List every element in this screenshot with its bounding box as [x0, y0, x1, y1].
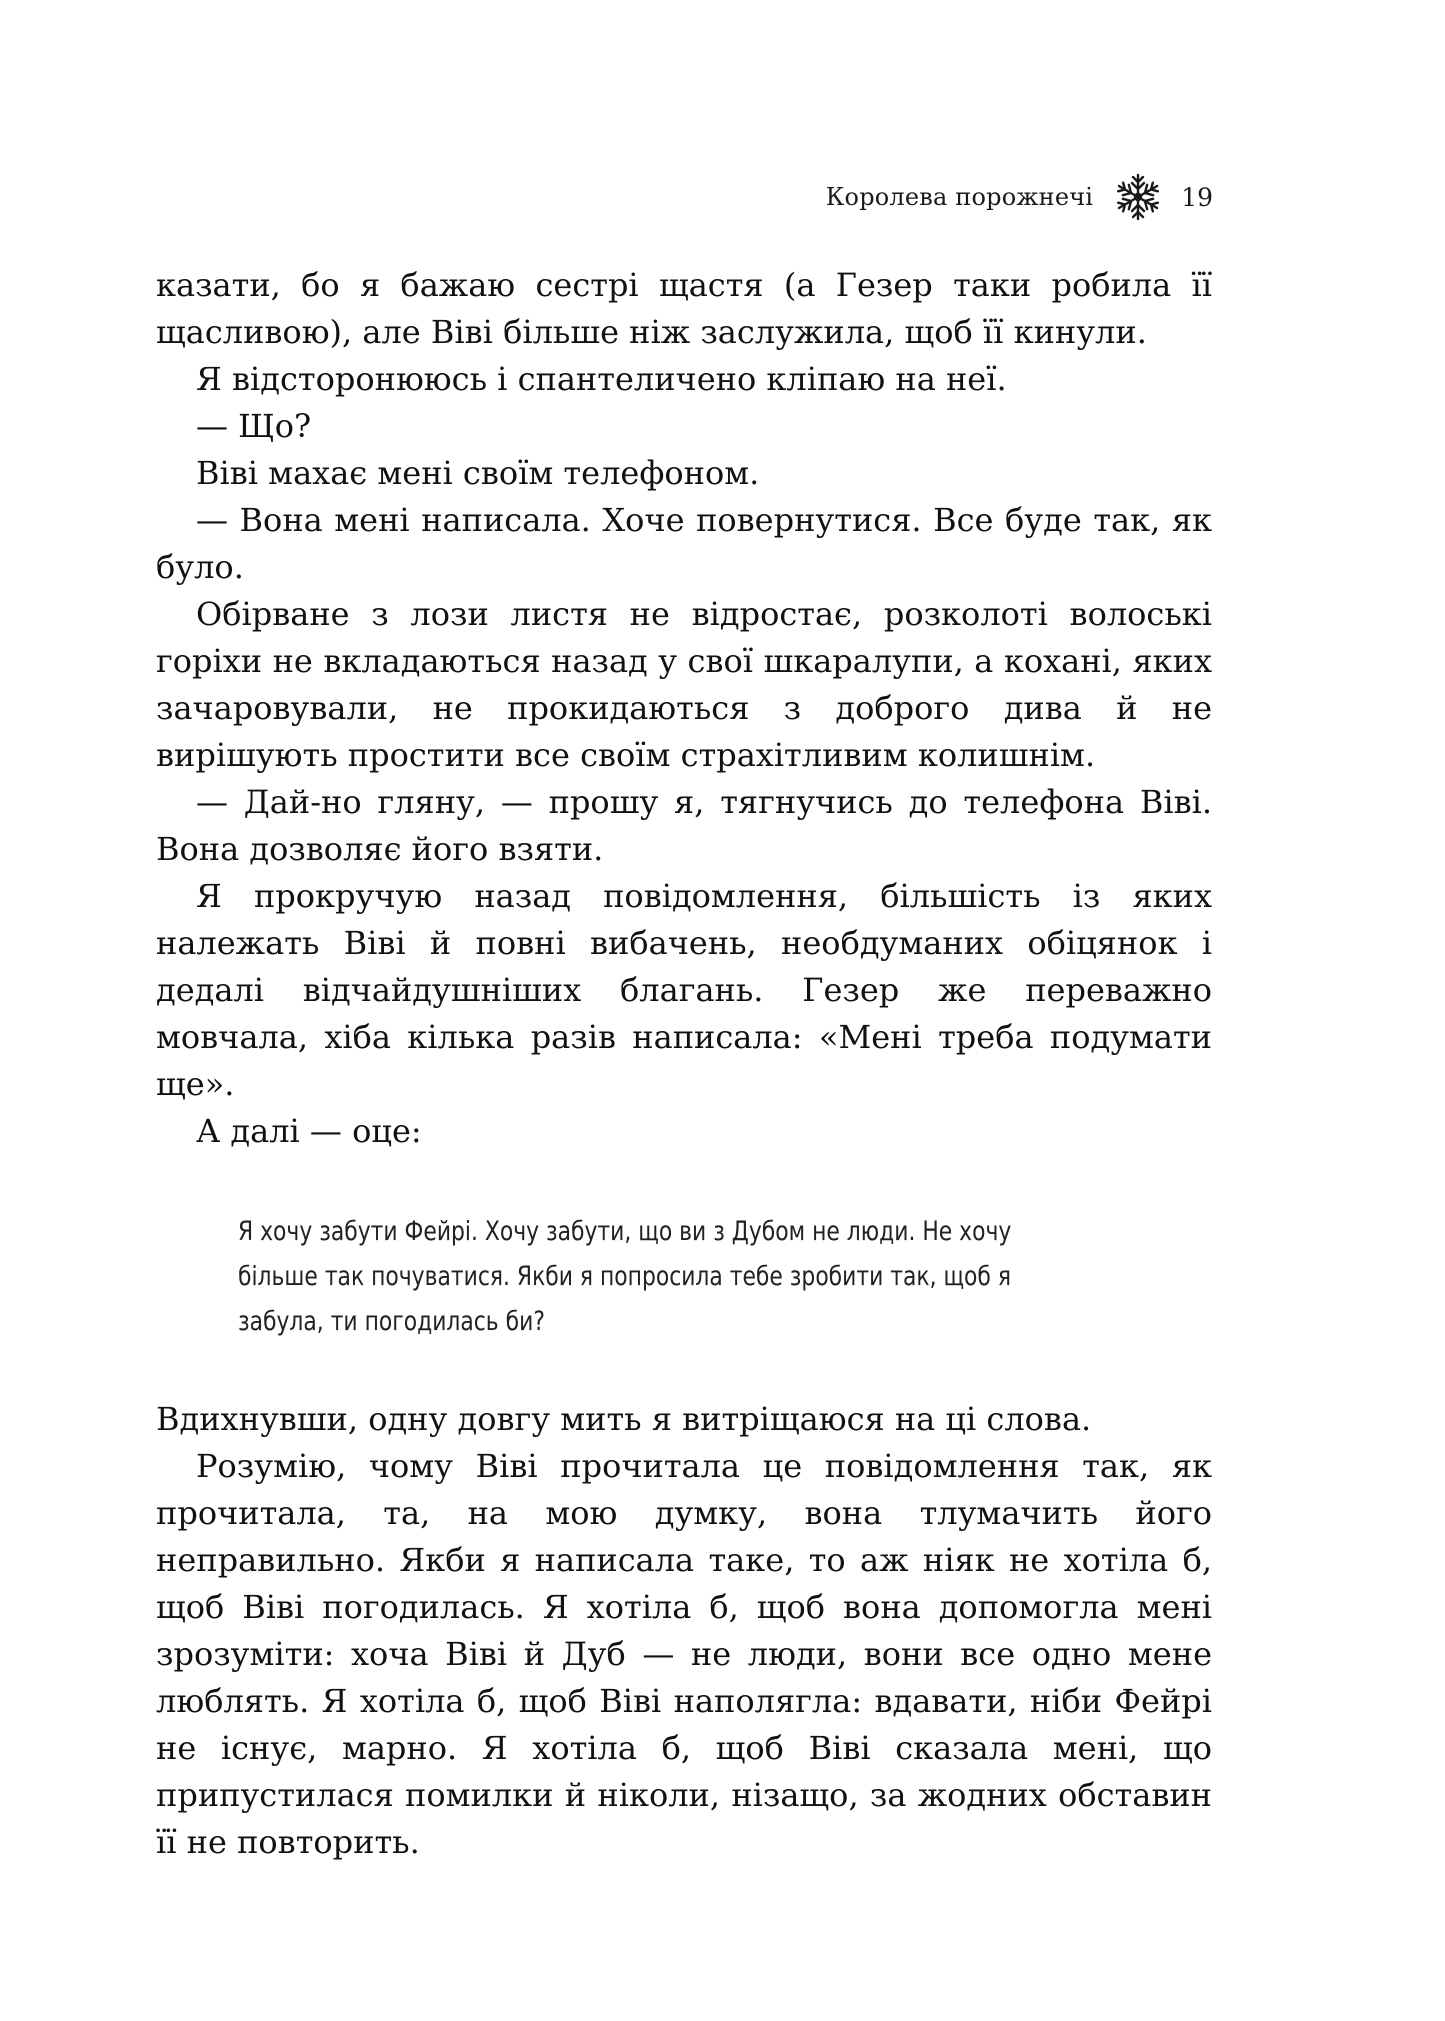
text-message-quote: Я хочу забути Фейрі. Хочу забути, що ви з Дубом не люди. Не хочу більше так почуватися. Якби я попросила тебе зробити так, щоб я забула, ти погодилась би? [238, 1216, 1012, 1337]
paragraph: казати, бо я бажаю сестрі щастя (а Гезер таки робила її щасливою), але Віві більше ніж заслужила, щоб її кинули. [156, 266, 1212, 351]
paragraph: Обірване з лози листя не відростає, розколоті волоські горіхи не вкладаються назад у свої шкаралупи, а кохані, яких зачаровували, не прокидаються з доброго дива й не вирішують простити все своїм страхітливим колишнім. [156, 595, 1212, 774]
running-head-title: Королева порожнечі [825, 183, 1094, 211]
paragraph: — Вона мені написала. Хоче повернутися. Все буде так, як було. [156, 501, 1212, 586]
paragraph: А далі — оце: [196, 1112, 422, 1150]
paragraph: — Дай-но гляну, — прошу я, тягнучись до телефона Віві. Вона дозволяє його взяти. [156, 783, 1212, 868]
paragraph: Вдихнувши, одну довгу мить я витріщаюся на ці слова. [156, 1400, 1092, 1438]
paragraph: — Що? [196, 407, 312, 445]
paragraph: Я прокручую назад повідомлення, більшість із яких належать Віві й повні вибачень, необдуманих обіцянок і дедалі відчайдушніших благань. Гезер же переважно мовчала, хіба кілька разів написала: «Мені треба подумати ще». [156, 877, 1212, 1103]
paragraph: Розумію, чому Віві прочитала це повідомлення так, як прочитала, та, на мою думку, вона тлумачить його неправильно. Якби я написала таке, то аж ніяк не хотіла б, щоб Віві погодилась. Я хотіла б, щоб вона допомогла мені зрозуміти: хоча Віві й Дуб — не люди, вони все одно мене люблять. Я хотіла б, щоб Віві наполягла: вдавати, ніби Фейрі не існує, марно. Я хотіла б, щоб Віві сказала мені, що припустилася помилки й ніколи, нізащо, за жодних обставин її не повторить. [156, 1447, 1212, 1861]
snowflake-icon [1113, 172, 1163, 222]
paragraph: Я відсторонююсь і спантеличено кліпаю на неї. [196, 360, 1007, 398]
running-head [826, 172, 1213, 222]
page-number: 19 [1181, 182, 1213, 212]
paragraph: Віві махає мені своїм телефоном. [196, 454, 760, 492]
body-text [156, 262, 1212, 1866]
